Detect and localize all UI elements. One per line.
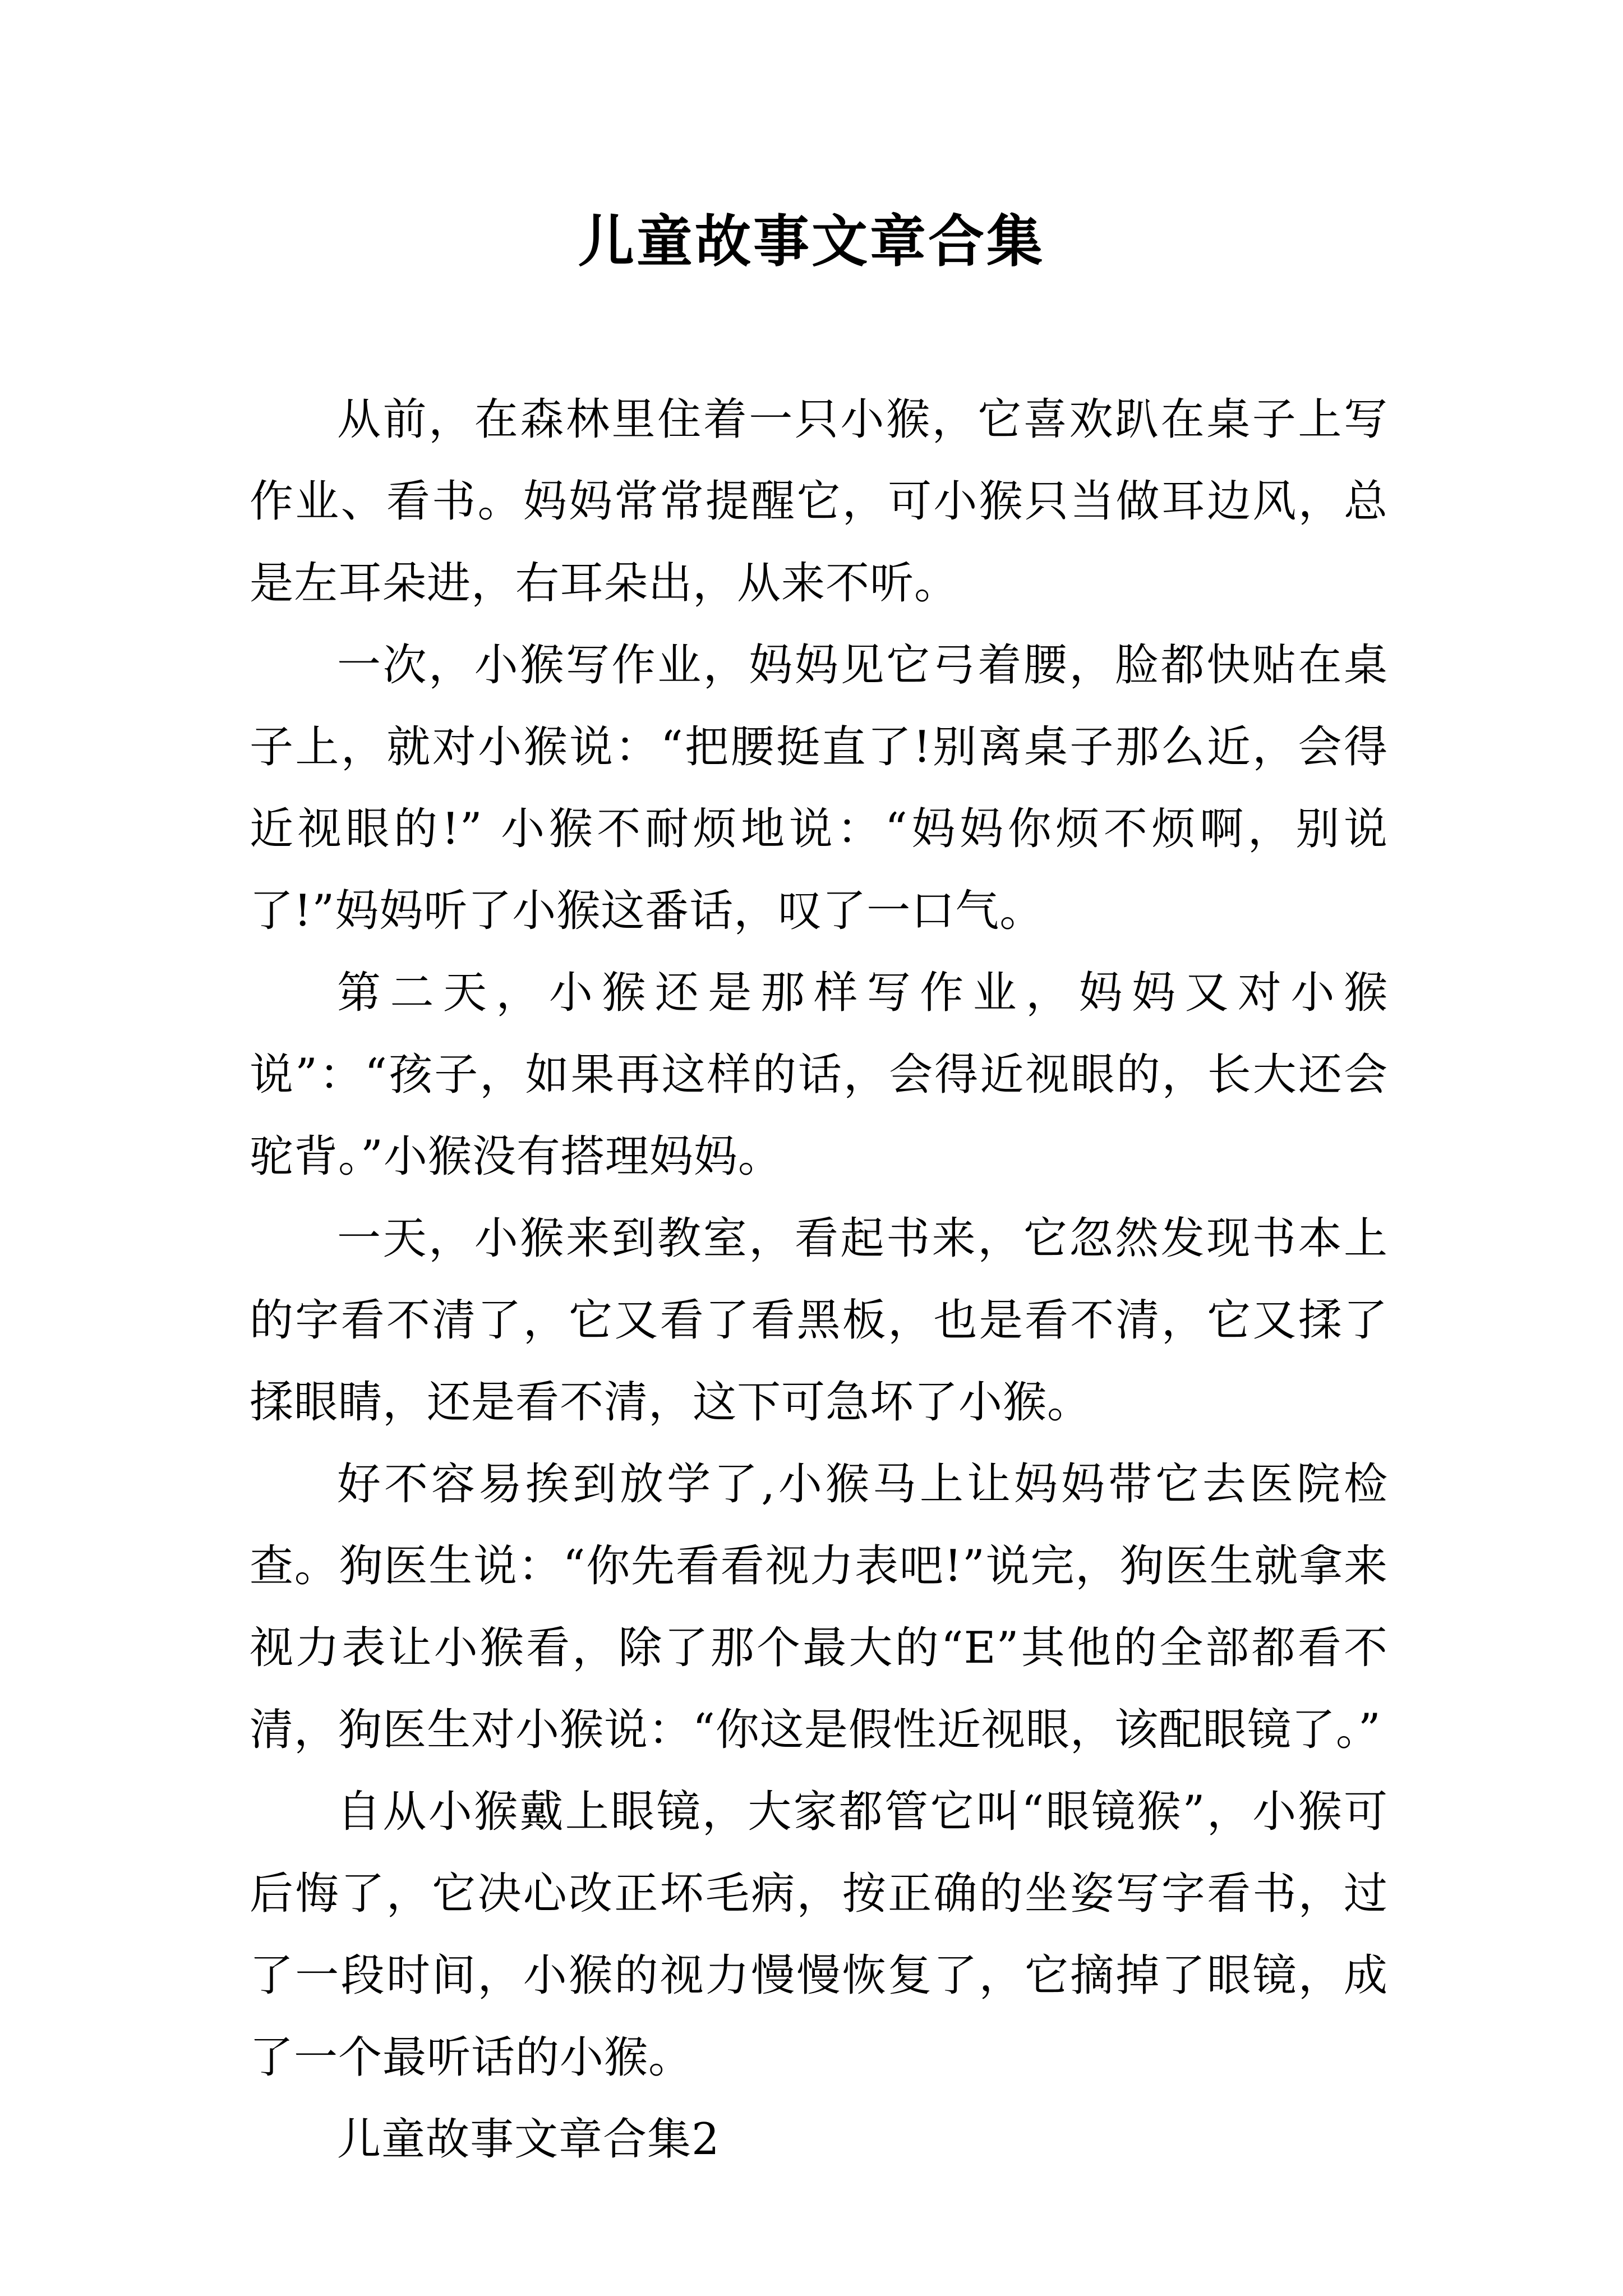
document-title: 儿童故事文章合集 xyxy=(578,208,1045,274)
paragraph: 自从小猴戴上眼镜，大家都管它叫“眼镜猴”，小猴可后悔了，它决心改正坏毛病，按正确的坐姿写字看书，过了一段时间，小猴的视力慢慢恢复了，它摘掉了眼镜，成了一个最听话的小猴。 xyxy=(250,1787,1388,2083)
paragraph: 好不容易挨到放学了,小猴马上让妈妈带它去医院检查。狗医生说：“你先看看视力表吧!”说完，狗医生就拿来视力表让小猴看，除了那个最大的“E”其他的全部都看不清，狗医生对小猴说：“你这是假性近视眼，该配眼镜了。” xyxy=(250,1459,1388,1755)
paragraph: 一次，小猴写作业，妈妈见它弓着腰，脸都快贴在桌子上，就对小猴说：“把腰挺直了!别离桌子那么近，会得近视眼的!” 小猴不耐烦地说：“妈妈你烦不烦啊，别说了!”妈妈听了小猴这番话，叹了一口气。 xyxy=(250,640,1388,936)
section-heading: 儿童故事文章合集2 xyxy=(337,2114,720,2165)
document-body xyxy=(250,379,1388,2180)
paragraph: 一天，小猴来到教室，看起书来，它忽然发现书本上的字看不清了，它又看了看黑板，也是看不清，它又揉了揉眼睛，还是看不清，这下可急坏了小猴。 xyxy=(250,1213,1388,1428)
paragraph: 从前，在森林里住着一只小猴，它喜欢趴在桌子上写作业、看书。妈妈常常提醒它，可小猴只当做耳边风，总是左耳朵进，右耳朵出，从来不听。 xyxy=(250,394,1388,609)
paragraph: 第二天，小猴还是那样写作业，妈妈又对小猴说”：“孩子，如果再这样的话，会得近视眼的，长大还会驼背。”小猴没有搭理妈妈。 xyxy=(250,968,1388,1182)
